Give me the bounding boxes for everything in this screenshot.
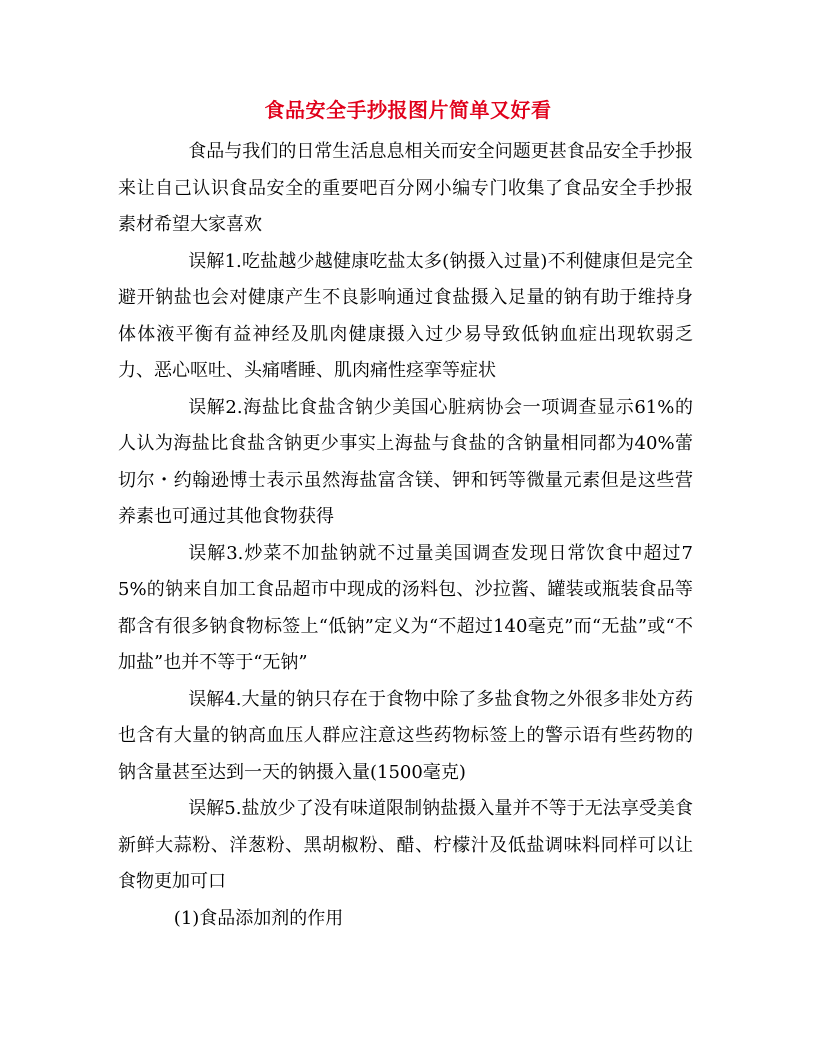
document-title: 食品安全手抄报图片简单又好看 <box>264 98 552 122</box>
misconception-4-paragraph: 误解4.大量的钠只存在于食物中除了多盐食物之外很多非处方药也含有大量的钠高血压人群应注意这些药物标签上的警示语有些药物的钠含量甚至达到一天的钠摄入量(1500毫克) <box>118 688 693 783</box>
misconception-2-paragraph: 误解2.海盐比食盐含钠少美国心脏病协会一项调查显示61%的人认为海盐比食盐含钠更少事实上海盐与食盐的含钠量相同都为40%蕾切尔・约翰逊博士表示虽然海盐富含镁、钾和钙等微量元素但是这些营养素也可通过其他食物获得 <box>118 396 693 527</box>
misconception-1-paragraph: 误解1.吃盐越少越健康吃盐太多(钠摄入过量)不利健康但是完全避开钠盐也会对健康产生不良影响通过食盐摄入足量的钠有助于维持身体体液平衡有益神经及肌肉健康摄入过少易导致低钠血症出现软弱乏力、恶心呕吐、头痛嗜睡、肌肉痛性痉挛等症状 <box>118 250 693 381</box>
document-body <box>118 134 693 937</box>
misconception-5-paragraph: 误解5.盐放少了没有味道限制钠盐摄入量并不等于无法享受美食新鲜大蒜粉、洋葱粉、黑胡椒粉、醋、柠檬汁及低盐调味料同样可以让食物更加可口 <box>118 798 693 892</box>
misconception-3-paragraph: 误解3.炒菜不加盐钠就不过量美国调查发现日常饮食中超过75%的钠来自加工食品超市中现成的汤料包、沙拉酱、罐装或瓶装食品等都含有很多钠食物标签上“低钠”定义为“不超过140毫克”而“无盐”或“不加盐”也并不等于“无钠” <box>118 542 693 673</box>
section-heading-additives: (1)食品添加剂的作用 <box>173 907 344 929</box>
intro-paragraph: 食品与我们的日常生活息息相关而安全问题更甚食品安全手抄报来让自己认识食品安全的重要吧百分网小编专门收集了食品安全手抄报素材希望大家喜欢 <box>118 141 693 235</box>
